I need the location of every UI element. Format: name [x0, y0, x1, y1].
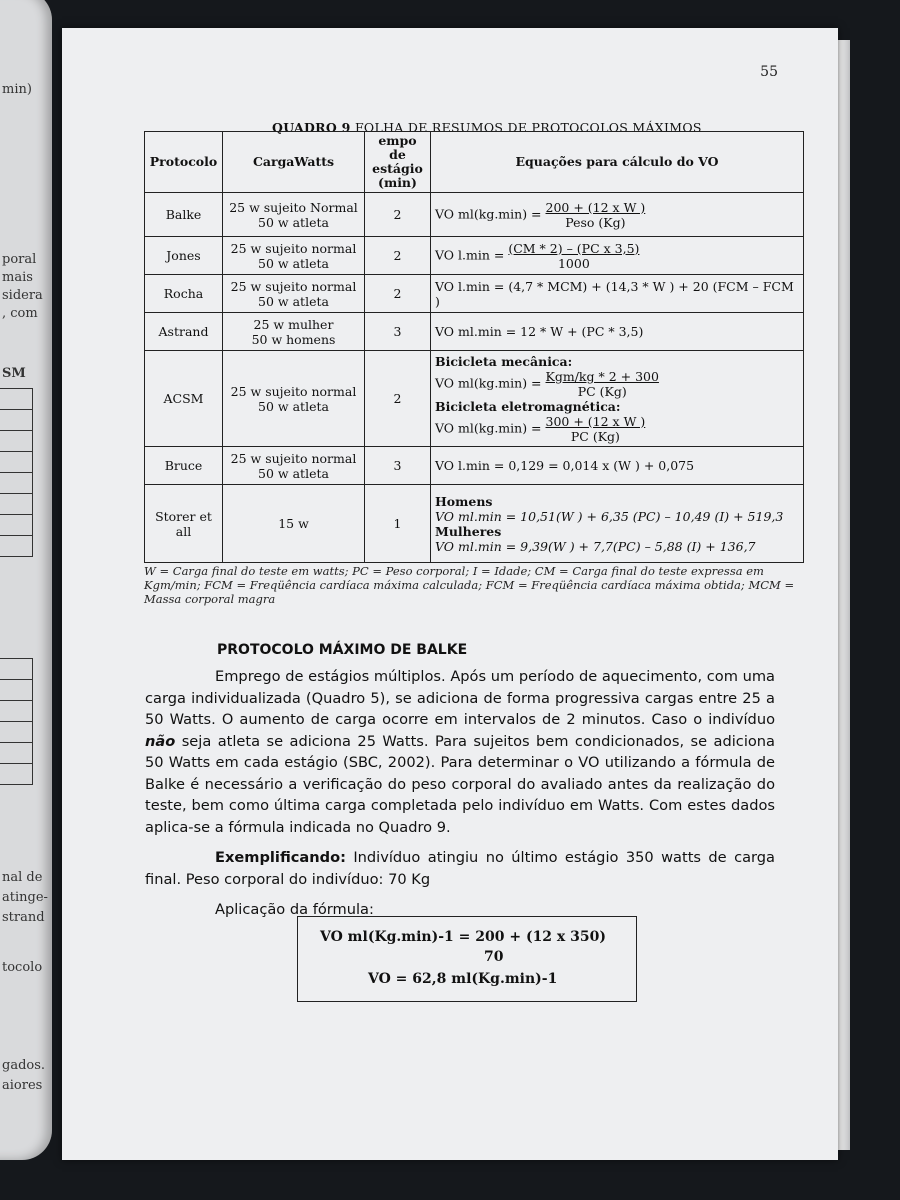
protocol-name: Balke [145, 193, 223, 237]
equation-subtitle: Mulheres [435, 523, 502, 539]
page-number: 55 [760, 64, 778, 80]
protocol-stage-time: 3 [365, 313, 431, 351]
header-protocolo: Protocolo [145, 132, 223, 193]
left-page-fragment: strand [2, 910, 45, 925]
protocol-load: 25 w sujeito normal 50 w atleta [223, 275, 365, 313]
left-page-fragment: poral [2, 252, 37, 267]
left-page-table [0, 388, 33, 557]
left-page-fragment: , com [2, 306, 38, 321]
table-row [145, 447, 804, 485]
table-row [145, 485, 804, 563]
protocol-stage-time: 1 [365, 485, 431, 563]
header-tempo: empo de estágio (min) [365, 132, 431, 193]
protocol-equation: VO ml(kg.min) = $\frac{\text{200 + (12 x W )}}{\text{Peso (Kg)}}$ [431, 193, 804, 237]
left-page-fragment: mais [2, 270, 33, 285]
protocol-stage-time: 3 [365, 447, 431, 485]
table-row [145, 237, 804, 275]
left-page-fragment: sidera [2, 288, 43, 303]
formula-result: VO = 62,8 ml(Kg.min)-1 [368, 971, 558, 987]
formula-denominator: 70 [484, 949, 504, 965]
equation-subtitle: Bicicleta eletromagnética: [435, 398, 621, 414]
quadro-title-label: QUADRO 9 [272, 120, 351, 135]
protocol-load: 25 w sujeito Normal 50 w atleta [223, 193, 365, 237]
protocol-stage-time: 2 [365, 351, 431, 447]
table-row [145, 313, 804, 351]
header-equacoes: Equações para cálculo do VO [431, 132, 804, 193]
paragraph: Emprego de estágios múltiplos. Após um período de aquecimento, com uma carga individualizada (Quadro 5), se adiciona de forma progressiva cargas entre 25 a 50 Watts. O aumento de carga ocorre em intervalos de 2 minutos. Caso o indivíduo não seja atleta se adiciona 25 Watts. Para sujeitos bem condicionados, se adiciona 50 Watts em cada estágio (SBC, 2002). Para determinar o VO utilizando a fórmula de Balke é necessário a verificação do peso corporal do avaliado antes da realização do teste, bem como última carga completada pelo indivíduo em Watts. Com estes dados aplica-se a fórmula indicada no Quadro 9. [145, 668, 775, 836]
book-page [62, 28, 838, 1160]
protocol-load: 25 w sujeito normal 50 w atleta [223, 447, 365, 485]
section-title: PROTOCOLO MÁXIMO DE BALKE [217, 642, 468, 658]
protocol-name: Bruce [145, 447, 223, 485]
protocol-stage-time: 2 [365, 237, 431, 275]
table-legend: W = Carga final do teste em watts; PC = Peso corporal; I = Idade; CM = Carga final do teste expressa em Kgm/min; FCM = Freqüência cardíaca máxima calculada; FCM = Freqüência cardíaca máxima obtida; MCM = Massa corporal magra [144, 564, 795, 606]
paragraph: Exemplificando: Indivíduo atingiu no último estágio 350 watts de carga final. Peso corporal do indivíduo: 70 Kg [145, 849, 775, 888]
formula-line: VO ml(Kg.min)-1 = 200 + (12 x 350) [320, 929, 606, 945]
left-page-fragment: gados. [2, 1058, 46, 1073]
protocol-equation: Bicicleta mecânica: VO ml(kg.min) = $\frac{\text{Kgm/kg * 2 + 300}}{PC (Kg)}$ Bicicleta eletromagnética: VO ml(kg.min) = $\frac{\text{300 + (12 x W )}}{PC (Kg)}$ [431, 351, 804, 447]
protocol-stage-time: 2 [365, 193, 431, 237]
equation-subtitle: Bicicleta mecânica: [435, 353, 573, 369]
protocol-equation: Homens VO ml.min = 10,51(W ) + 6,35 (PC) – 10,49 (I) + 519,3 Mulheres VO ml.min = 9,39(W ) + 7,7(PC) – 5,88 (I) + 136,7 [431, 485, 804, 563]
protocol-load: 25 w mulher 50 w homens [223, 313, 365, 351]
protocol-stage-time: 2 [365, 275, 431, 313]
table-header-row [145, 132, 804, 193]
equation-subtitle: Homens [435, 493, 493, 509]
protocol-load: 15 w [223, 485, 365, 563]
protocol-load: 25 w sujeito normal 50 w atleta [223, 237, 365, 275]
protocol-name: Storer et all [145, 485, 223, 563]
protocol-name: Astrand [145, 313, 223, 351]
table-row [145, 275, 804, 313]
left-page-fragment: min) [2, 82, 32, 97]
protocol-name: Jones [145, 237, 223, 275]
body-text [145, 666, 775, 921]
protocol-name: ACSM [145, 351, 223, 447]
protocols-table [144, 131, 804, 563]
left-page-table [0, 658, 33, 785]
formula-box [297, 916, 637, 1002]
table-row [145, 193, 804, 237]
protocol-equation: VO l.min = (4,7 * MCM) + (14,3 * W ) + 20 (FCM – FCM ) [431, 275, 804, 313]
protocol-equation: VO ml.min = 12 * W + (PC * 3,5) [431, 313, 804, 351]
left-page-fragment: aiores [2, 1078, 43, 1093]
protocol-equation: VO l.min = 0,129 = 0,014 x (W ) + 0,075 [431, 447, 804, 485]
table-row [145, 351, 804, 447]
left-page-fragment: tocolo [2, 960, 43, 975]
header-carga: CargaWatts [223, 132, 365, 193]
left-page-fragment: atinge- [2, 890, 48, 905]
protocol-equation: VO l.min = $\frac{\text{(CM * 2) – (PC x 3,5)}}{1000}$ [431, 237, 804, 275]
left-page [0, 0, 52, 1160]
left-page-fragment: SM [2, 366, 26, 381]
protocol-name: Rocha [145, 275, 223, 313]
left-page-fragment: nal de [2, 870, 43, 885]
paragraph: Aplicação da fórmula: [215, 901, 374, 918]
quadro-title-text: FOLHA DE RESUMOS DE PROTOCOLOS MÁXIMOS [350, 120, 702, 135]
protocol-load: 25 w sujeito normal 50 w atleta [223, 351, 365, 447]
